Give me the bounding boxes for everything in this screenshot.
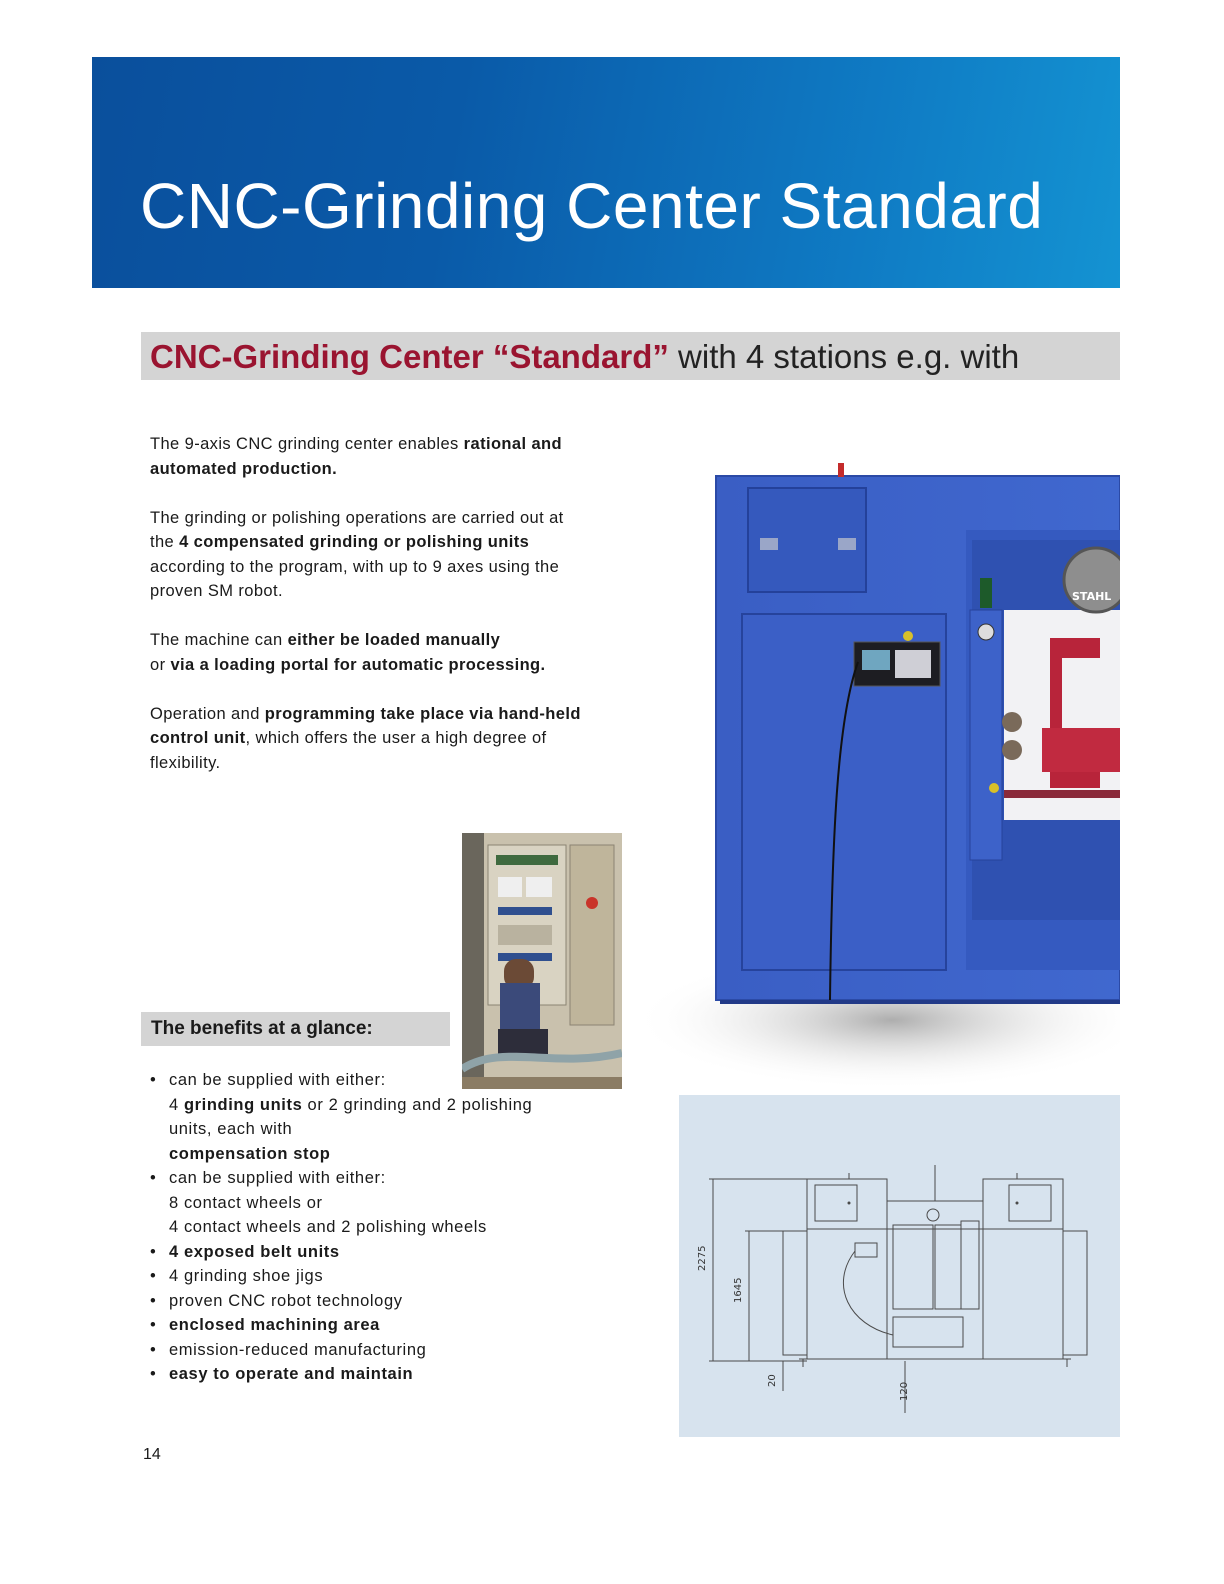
benefits-list (150, 1068, 570, 1387)
intro-paragraph-2 (150, 506, 590, 604)
text-run-bold: grinding units (183, 1095, 303, 1114)
list-item (150, 1289, 570, 1314)
machine-photo (632, 460, 1120, 1092)
text-run: Operation and (150, 704, 265, 723)
text-run: 4 contact wheels and 2 polishing wheels (169, 1218, 487, 1236)
list-item (150, 1264, 570, 1289)
list-item (150, 1313, 570, 1338)
control-cabinet-photo (462, 833, 622, 1089)
page-title: CNC-Grinding Center Standard (140, 170, 1044, 242)
benefits-heading: The benefits at a glance: (151, 1018, 373, 1039)
list-item (150, 1338, 570, 1363)
dimension-base: 20 (767, 1374, 778, 1387)
list-item (150, 1362, 570, 1387)
text-run: 4 (169, 1095, 184, 1114)
intro-paragraph-1 (150, 432, 590, 481)
text-run-bold: compensation stop (169, 1144, 331, 1163)
subtitle-bar (141, 332, 1120, 380)
subtitle-highlight: CNC-Grinding Center “Standard” (150, 338, 669, 375)
machine-logo-text: STAHL (1072, 590, 1112, 603)
text-run-bold: easy to operate and maintain (169, 1365, 414, 1383)
subtitle-rest: with 4 stations e.g. with (668, 338, 1020, 375)
dimension-inner-height: 1645 (733, 1277, 744, 1303)
page-number: 14 (143, 1446, 161, 1463)
text-run: emission-reduced manufacturing (169, 1340, 427, 1359)
text-run: or (150, 655, 171, 674)
list-item (150, 1166, 570, 1240)
intro-paragraph-4 (150, 702, 590, 776)
text-run-bold: programming take place via hand-held control unit (150, 704, 581, 747)
text-run-bold: 4 compensated grinding or polishing units (179, 533, 530, 551)
dimension-total-height: 2275 (697, 1245, 708, 1271)
benefits-heading-bar (141, 1012, 450, 1046)
title-banner (92, 57, 1120, 288)
list-item (150, 1240, 570, 1265)
text-run-bold: enclosed machining area (169, 1316, 380, 1334)
text-run: or 2 grinding and 2 polishing units, each with (169, 1095, 533, 1138)
text-run-bold: rational and automated production. (150, 435, 562, 478)
text-run: according to the program, with up to 9 axes using the proven SM robot. (150, 557, 560, 600)
subtitle (150, 338, 1019, 376)
text-run: The machine can (150, 631, 288, 649)
text-run: can be supplied with either: (169, 1071, 386, 1089)
text-run-bold: either be loaded manually (287, 631, 501, 649)
text-run: The grinding or polishing operations are carried out at the (150, 508, 564, 551)
text-run-bold: 4 exposed belt units (169, 1242, 340, 1261)
text-run: can be supplied with either: (169, 1169, 386, 1187)
intro-paragraph-3 (150, 628, 590, 677)
list-item (150, 1068, 570, 1166)
technical-drawing (679, 1095, 1120, 1437)
text-run-bold: via a loading portal for automatic processing. (170, 655, 546, 674)
text-run: The 9-axis CNC grinding center enables (150, 435, 464, 453)
text-run: 4 grinding shoe jigs (169, 1267, 324, 1285)
text-run: , which offers the user a high degree of flexibility. (150, 729, 547, 772)
text-run: proven CNC robot technology (169, 1291, 403, 1310)
dimension-gap: 120 (899, 1381, 910, 1401)
intro-text (150, 432, 590, 800)
text-run: 8 contact wheels or (169, 1193, 323, 1212)
